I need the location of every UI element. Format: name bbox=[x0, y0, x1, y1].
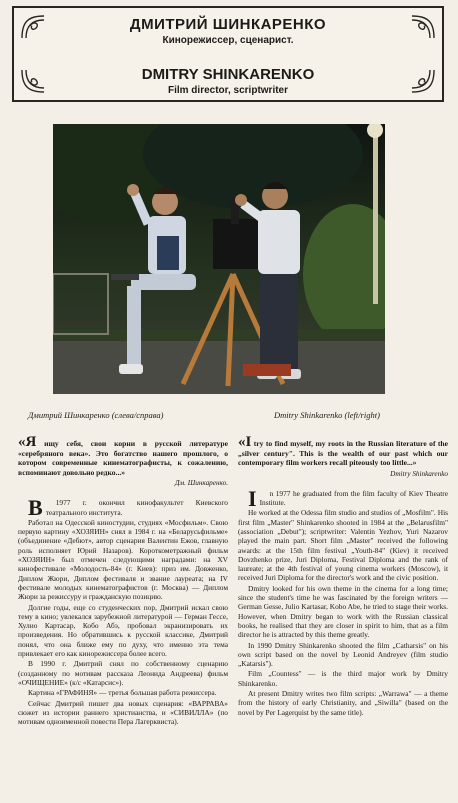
paragraph-ru-1 bbox=[18, 495, 228, 521]
quote-signature-en: Dmitry Shinkarenko bbox=[390, 469, 448, 478]
name-ru: ДМИТРИЙ ШИНКАРЕНКО bbox=[129, 16, 327, 33]
photo-caption-en: Dmitry Shinkarenko (left/right) bbox=[274, 410, 380, 420]
portrait-photo bbox=[53, 124, 385, 394]
paragraph-en-3: Dmitry looked for his own theme in the cinema for a long time; since the student's time he was fascinated by the foreign writers — German Gesse, Julio Kartasar, Kobo Abe, he tried to stage their works. However, when Dmitry began to work with the Russian classical books, he realised that they are closer in spirit to him, that as a film director he is attracted by this theme greatly. bbox=[238, 583, 448, 640]
paragraph-ru-3: Долгие годы, еще со студенческих пор, Дмитрий искал свою тему в кино; увлекался зарубежной литературой — Герман Гессе, Хулио Картасар, Кобо Абэ, пробовал экранизировать их произведения. Но обратившись к русской классике, Дмитрий понял, что она ближе ему по духу, что именно эта тема привлекает его как кинорежиссера более всего. bbox=[18, 602, 228, 659]
paragraph-text: n 1977 he graduated from the film faculty of Kiev Theatre Institute. bbox=[259, 488, 448, 508]
name-en: DMITRY SHINKARENKO bbox=[141, 66, 315, 83]
photo-caption-ru: Дмитрий Шинкаренко (слева/справа) bbox=[28, 410, 164, 420]
paragraph-ru-2: Работал на Одесской киностудии, студиях «Мосфильм». Свою первую картину «ХОЗЯИН» снял в 1984 г. на «Беларусьфильме» (объединение «Дебют», автор сценария Валентин Ежов, главную роль исполняет Юрий Назаров). Короткометражный фильм «ХОЗЯИН» был отмечен следующими наградами: на XV кинофестивале «Молодость-84» (г. Киев): приз им. Довженко, Диплом Жюри, Диплом фестиваля и звание лауреата; на IV фестивале молодых кинематографистов (г. Москва) — Диплом Жюри за режиссуру и гражданскую позицию. bbox=[18, 517, 228, 602]
quote-text-ru: ищу себя, свои корни в русской литературе «серебряного века». Это богатство нашего прошлого, о котором современные кинематографисты, к сожалению, вспоминают довольно редко...» bbox=[18, 439, 228, 477]
role-en: Film director, scriptwriter bbox=[167, 85, 289, 96]
paragraph-en-1 bbox=[238, 485, 448, 511]
drop-cap-en: I bbox=[248, 485, 257, 511]
header-box bbox=[12, 6, 444, 102]
quote-lead-ru: «Я bbox=[18, 434, 37, 450]
paragraph-en-5: Film „Countess" — is the third major work by Dmitry Shinkarenko. bbox=[238, 669, 448, 688]
paragraph-en-2: He worked at the Odessa film studio and studios of „Mosfilm". His first film „Master" Shinkarenko shooted in 1984 at the „Belarusfilm" (association „Debut"); scriptwriter: Valentin Yezhov, Yuri Nazarov played the main part. Short film „Master" received the following awards: at the 15th film festival „Youth-84" (Kiev) it received Dovzhenko prize, Juri Diploma, Festival Diploma and the rank of laureate; at the 4th festival of young cinema workers (Moscow), it received Juri Diploma for the director's work and the civic position. bbox=[238, 508, 448, 583]
paragraph-text: 1977 г. окончил кинофакультет Киевского театрального института. bbox=[45, 498, 228, 517]
quote-lead-en: «I bbox=[238, 434, 252, 450]
quote-text-en: try to find myself, my roots in the Russian literature of the „silver century". This is the wealth of our past which our contemporary film workers recall piteously too little...» bbox=[238, 439, 448, 467]
drop-cap-ru: В bbox=[28, 495, 43, 521]
paragraph-ru-5: Картина «ГРАФИНЯ» — третья большая работа режиссера. bbox=[28, 688, 217, 698]
quote-en bbox=[238, 434, 448, 468]
column-en bbox=[238, 434, 448, 718]
column-ru bbox=[18, 434, 228, 727]
paragraph-ru-6: Сейчас Дмитрий пишет два новых сценария: «ВАРРАВА» сюжет из истории раннего христианства, и «СИВИЛЛА» (по мотивам одноименной повести Пера Лагерквиста). bbox=[18, 698, 228, 727]
photo-scene bbox=[53, 124, 385, 394]
paragraph-en-6: At present Dmitry writes two film scripts: „Warrawa" — a theme from the history of early Christianity, and „Siwilla" (based on the novel by Per Lagerquist by the same title). bbox=[238, 689, 448, 717]
quote-ru bbox=[18, 434, 228, 477]
role-ru: Кинорежиссер, сценарист. bbox=[162, 35, 294, 46]
paragraph-en-4: In 1990 Dmitry Shinkarenko shooted the film „Catharsis" on his own script based on the novel by Leonid Andreyev (film studio „Katarsis"). bbox=[238, 640, 448, 669]
quote-signature-ru: Дм. Шинкаренко. bbox=[174, 479, 228, 487]
paragraph-ru-4: В 1990 г. Дмитрий снял по собственному сценарию (созданному по мотивам рассказа Леонида Андреева) фильм «ОЧИЩЕНИЕ» (к/с «Катарсис»). bbox=[18, 659, 228, 687]
